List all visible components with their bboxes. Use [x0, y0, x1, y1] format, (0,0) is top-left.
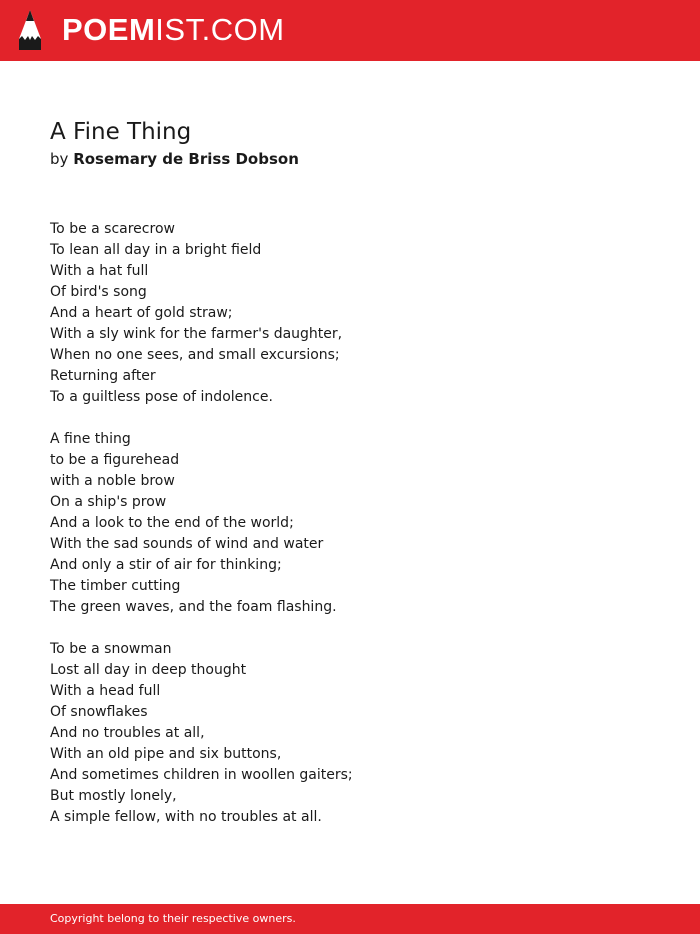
poem-author: Rosemary de Briss Dobson — [73, 150, 299, 168]
site-logo[interactable] — [62, 12, 285, 48]
logo-light-text: IST.COM — [155, 12, 285, 47]
pencil-icon[interactable] — [17, 9, 43, 51]
poem-line: To be a scarecrow — [50, 221, 175, 237]
poem-line: To be a snowman — [50, 641, 172, 657]
byline-prefix: by — [50, 150, 69, 168]
poem-line: A fine thing — [50, 431, 131, 447]
poem-line: And no troubles at all, — [50, 725, 205, 741]
poem-line: with a noble brow — [50, 473, 175, 489]
poem-line: A simple fellow, with no troubles at all. — [50, 809, 322, 825]
poem-line: And a look to the end of the world; — [50, 515, 294, 531]
poem-line: With a hat full — [50, 263, 149, 279]
poem-line: With a sly wink for the farmer's daughter, — [50, 326, 343, 342]
poem-line: Returning after — [50, 368, 156, 384]
poem-line: With the sad sounds of wind and water — [50, 536, 324, 552]
poem-line: With an old pipe and six buttons, — [50, 746, 282, 762]
poem-line: On a ship's prow — [50, 494, 167, 510]
site-footer — [0, 904, 700, 934]
poem-line: Of snowflakes — [50, 704, 148, 720]
poem-stanza — [50, 219, 353, 408]
copyright-text: Copyright belong to their respective owners. — [50, 912, 296, 925]
poem-line: And a heart of gold straw; — [50, 305, 233, 321]
poem-line: To a guiltless pose of indolence. — [50, 389, 273, 405]
poem-line: The timber cutting — [50, 578, 181, 594]
poem-byline — [50, 149, 299, 169]
poem-line: The green waves, and the foam flashing. — [50, 599, 337, 615]
poem-stanza — [50, 639, 353, 828]
poem-stanza — [50, 429, 353, 618]
poem-body — [50, 219, 353, 849]
poem-line: When no one sees, and small excursions; — [50, 347, 340, 363]
poem-line: And sometimes children in woollen gaiters; — [50, 767, 353, 783]
logo-bold-text: POEM — [62, 12, 156, 47]
poem-line: Of bird's song — [50, 284, 147, 300]
site-header — [0, 0, 700, 61]
poem-line: To lean all day in a bright field — [50, 242, 262, 258]
poem-line: And only a stir of air for thinking; — [50, 557, 282, 573]
poem-line: to be a figurehead — [50, 452, 180, 468]
poem-line: Lost all day in deep thought — [50, 662, 247, 678]
poem-title: A Fine Thing — [50, 119, 192, 145]
poem-line: But mostly lonely, — [50, 788, 177, 804]
poem-line: With a head full — [50, 683, 161, 699]
